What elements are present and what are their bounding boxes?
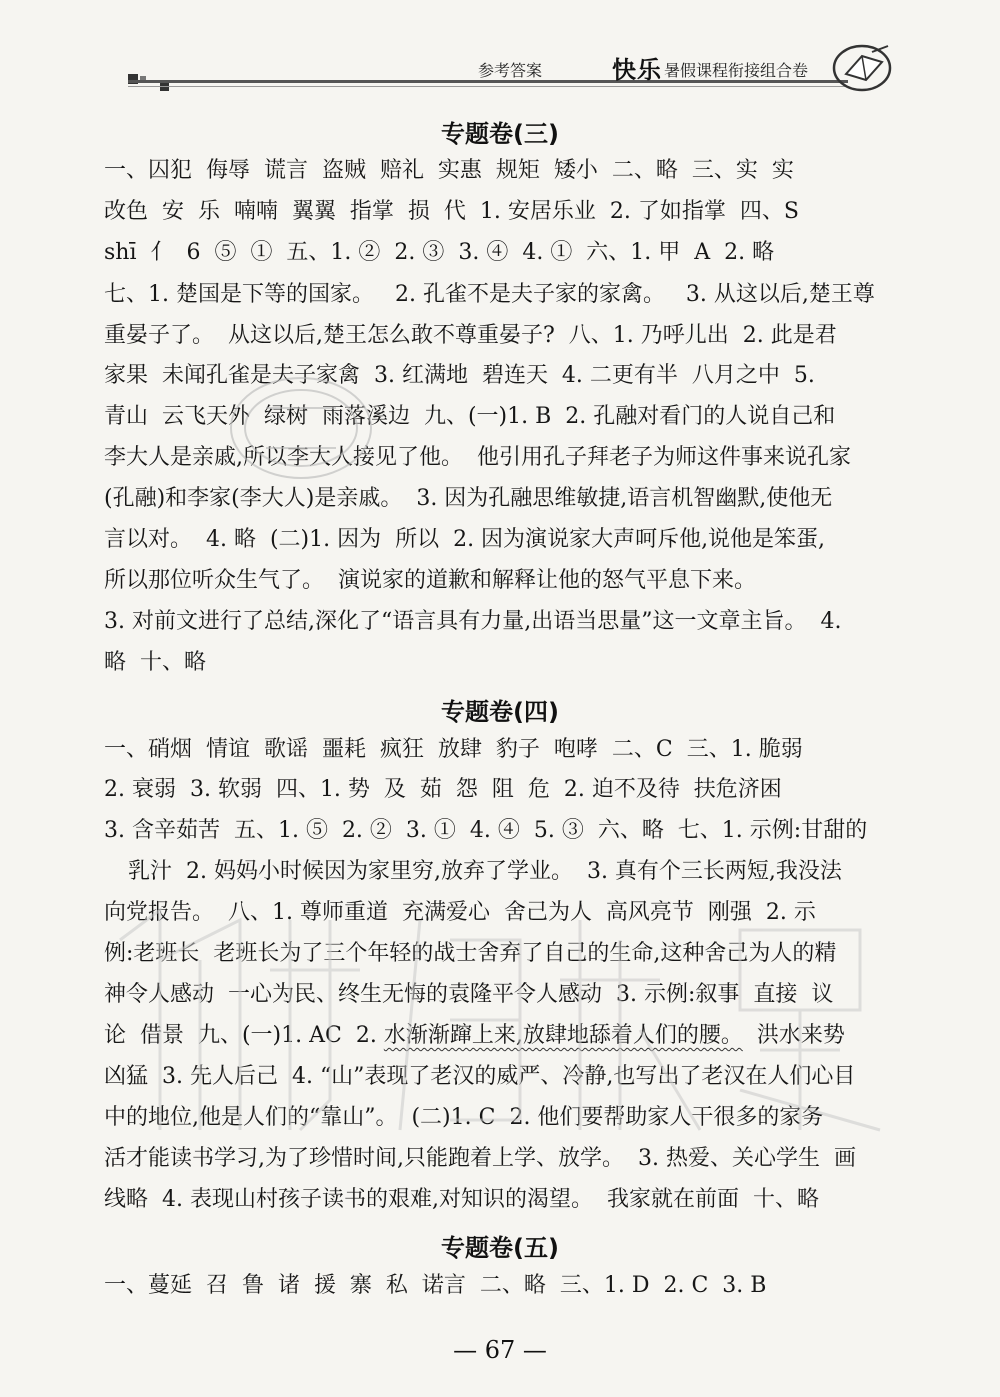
answer-line: (孔融)和李家(李大人)是亲戚。 3. 因为孔融思维敏捷,语言机智幽默,使他无 xyxy=(104,486,833,511)
answer-line: 线略 4. 表现山村孩子读书的艰难,对知识的渴望。 我家就在前面 十、略 xyxy=(104,1187,819,1212)
header-rule-thin xyxy=(128,86,848,87)
answer-line: 活才能读书学习,为了珍惜时间,只能跑着上学、放学。 3. 热爱、关心学生 画 xyxy=(104,1146,856,1171)
answer-text: 论 借景 九、(一)1. AC 2. xyxy=(104,1023,384,1048)
page-number: — 67 — xyxy=(453,1336,547,1364)
underlined-sentence: 水渐渐蹿上来,放肆地舔着人们的腰。 xyxy=(383,1023,743,1048)
answer-line: 中的地位,他是人们的“靠山”。 (二)1. C 2. 他们要帮助家人干很多的家务 xyxy=(104,1105,824,1130)
answer-line: 2. 衰弱 3. 软弱 四、1. 势 及 茹 怨 阻 危 2. 迫不及待 扶危济困 xyxy=(104,777,782,802)
answer-line: 略 十、略 xyxy=(104,650,206,675)
answer-line: 一、蔓延 召 鲁 诸 援 寨 私 诺言 二、略 三、1. D 2. C 3. B xyxy=(104,1273,767,1298)
header-brand: 快乐 xyxy=(612,56,662,84)
answer-line: 言以对。 4. 略 (二)1. 因为 所以 2. 因为演说家大声呵斥他,说他是笨蛋, xyxy=(104,527,826,552)
answer-line: 例:老班长 老班长为了三个年轻的战士舍弃了自己的生命,这种舍己为人的精 xyxy=(104,941,837,966)
answer-line: 李大人是亲戚,所以李大人接见了他。 他引用孔子拜老子为师这件事来说孔家 xyxy=(104,445,851,470)
book-logo-icon xyxy=(832,38,896,94)
header-series-title: 暑假课程衔接组合卷 xyxy=(664,61,809,80)
answer-line: 3. 含辛茹苦 五、1. ⑤ 2. ② 3. ① 4. ④ 5. ③ 六、略 七、1. 示例:甘甜的 xyxy=(104,818,868,843)
answer-line: 凶猛 3. 先人后己 4. “山”表现了老汉的威严、冷静,也写出了老汉在人们心目 xyxy=(104,1064,856,1089)
header-label: 参考答案 xyxy=(478,61,543,80)
page-header xyxy=(0,0,1000,110)
section-title: 专题卷(五) xyxy=(441,1234,559,1262)
answer-line: 青山 云飞天外 绿树 雨落溪边 九、(一)1. B 2. 孔融对看门的人说自己和 xyxy=(104,404,836,429)
answer-line: 家果 未闻孔雀是夫子家禽 3. 红满地 碧连天 4. 二更有半 八月之中 5. xyxy=(104,363,815,388)
answer-line: shī 亻 6 ⑤ ① 五、1. ② 2. ③ 3. ④ 4. ① 六、1. 甲 A 2. 略 xyxy=(104,240,775,265)
answer-text: 洪水来势 xyxy=(742,1023,845,1048)
section-title: 专题卷(三) xyxy=(441,120,559,148)
answer-line: 乳汁 2. 妈妈小时候因为家里穷,放弃了学业。 3. 真有个三长两短,我没法 xyxy=(128,859,842,884)
answer-line: 神令人感动 一心为民、终生无悔的袁隆平令人感动 3. 示例:叙事 直接 议 xyxy=(104,982,834,1007)
answer-line: 重晏子了。 从这以后,楚王怎么敢不尊重晏子? 八、1. 乃呼儿出 2. 此是君 xyxy=(104,323,837,348)
answer-line: 向党报告。 八、1. 尊师重道 充满爱心 舍己为人 高风亮节 刚强 2. 示 xyxy=(104,900,816,925)
answer-line xyxy=(104,1021,845,1051)
answer-line: 七、1. 楚国是下等的国家。 2. 孔雀不是夫子家的家禽。 3. 从这以后,楚王尊 xyxy=(104,282,875,307)
answer-line: 改色 安 乐 喃喃 翼翼 指掌 损 代 1. 安居乐业 2. 了如指掌 四、S xyxy=(104,199,799,224)
answer-line: 一、硝烟 情谊 歌谣 噩耗 疯狂 放肆 豹子 咆哮 二、C 三、1. 脆弱 xyxy=(104,737,803,762)
answer-line: 所以那位听众生气了。 演说家的道歉和解释让他的怒气平息下来。 xyxy=(104,568,756,593)
answer-line: 一、囚犯 侮辱 谎言 盗贼 赔礼 实惠 规矩 矮小 二、略 三、实 实 xyxy=(104,158,794,183)
section-title: 专题卷(四) xyxy=(441,698,559,726)
answer-line: 3. 对前文进行了总结,深化了“语言具有力量,出语当思量”这一文章主旨。 4. xyxy=(104,609,842,634)
